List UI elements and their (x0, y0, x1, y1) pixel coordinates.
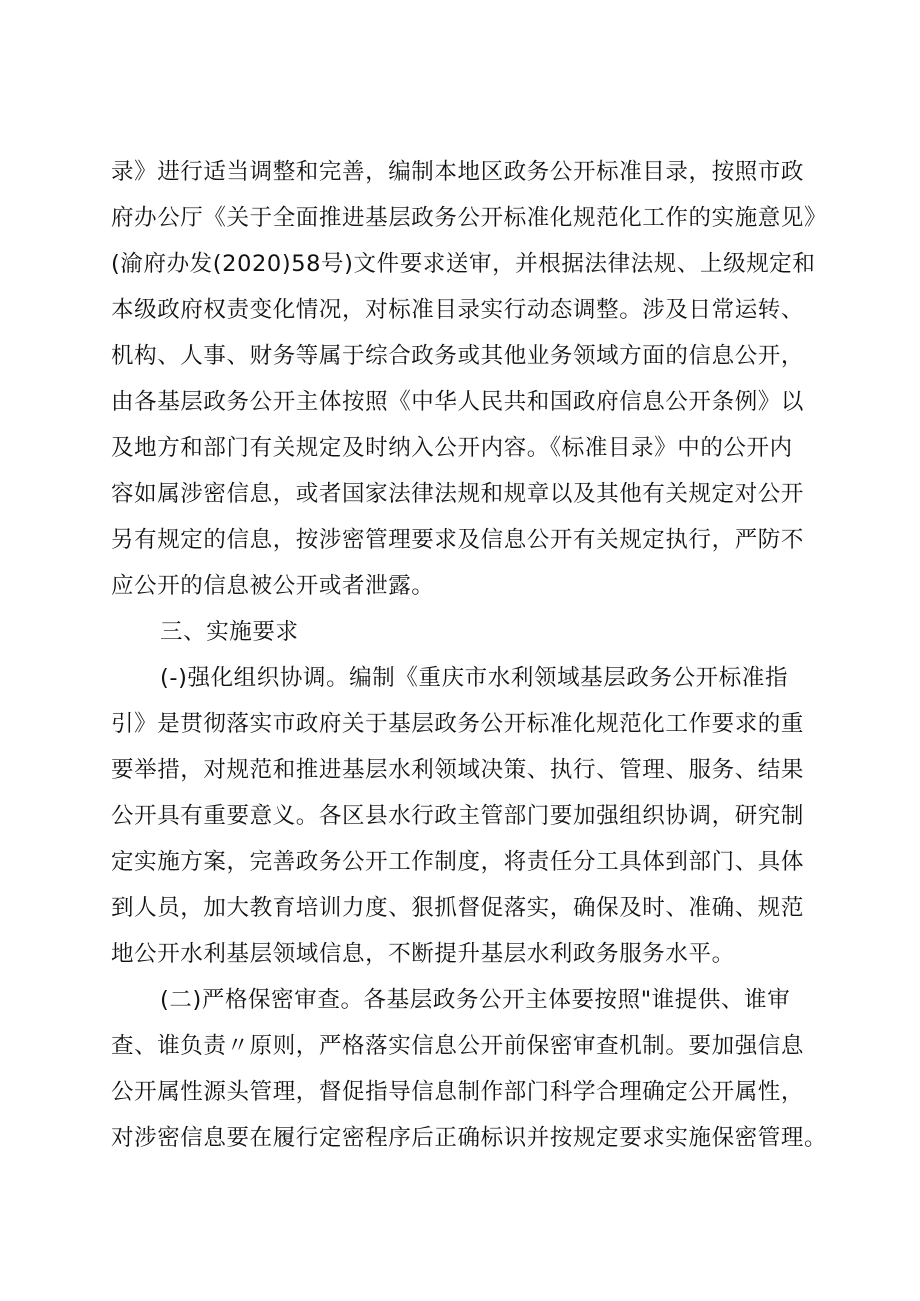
text-line: 本级政府权责变化情况，对标准目录实行动态调整。涉及日常运转、 (111, 297, 805, 323)
text-line: 机构、人事、财务等属于综合政务或其他业务领域方面的信息公开， (111, 343, 805, 369)
text-line: 由各基层政务公开主体按照《中华人民共和国政府信息公开条例》以 (111, 389, 805, 415)
text-line: (渝府办发(2020)58号)文件要求送审，并根据法律法规、上级规定和 (111, 251, 816, 277)
paragraph-first-line: (-)强化组织协调。编制《重庆市水利领域基层政务公开标准指 (160, 665, 789, 691)
section-heading: 三、实施要求 (160, 619, 299, 645)
text-line: 地公开水利基层领域信息，不断提升基层水利政务服务水平。 (111, 941, 735, 967)
text-line: 另有规定的信息，按涉密管理要求及信息公开有关规定执行，严防不 (111, 527, 805, 553)
text-line: 容如属涉密信息，或者国家法律法规和规章以及其他有关规定对公开 (111, 481, 805, 507)
text-line: 到人员，加大教育培训力度、狠抓督促落实，确保及时、准确、规范 (111, 895, 805, 921)
text-line: 录》进行适当调整和完善，编制本地区政务公开标准目录，按照市政 (111, 159, 805, 185)
text-line: 要举措，对规范和推进基层水利领域决策、执行、管理、服务、结果 (111, 757, 805, 783)
text-line: 公开属性源头管理，督促指导信息制作部门科学合理确定公开属性， (111, 1079, 805, 1105)
text-line: 定实施方案，完善政务公开工作制度，将责任分工具体到部门、具体 (111, 849, 805, 875)
text-line: 对涉密信息要在履行定密程序后正确标识并按规定要求实施保密管理。 (111, 1125, 828, 1151)
paragraph-first-line: (二)严格保密审查。各基层政务公开主体要按照"谁提供、谁审 (160, 987, 791, 1013)
text-line: 府办公厅《关于全面推进基层政务公开标准化规范化工作的实施意见》 (111, 205, 828, 231)
text-line: 及地方和部门有关规定及时纳入公开内容。《标准目录》中的公开内 (111, 435, 793, 461)
text-line: 应公开的信息被公开或者泄露。 (111, 573, 435, 599)
text-line: 引》是贯彻落实市政府关于基层政务公开标准化规范化工作要求的重 (111, 711, 805, 737)
text-line: 公开具有重要意义。各区县水行政主管部门要加强组织协调，研究制 (111, 803, 805, 829)
text-line: 查、谁负责〃原则，严格落实信息公开前保密审查机制。要加强信息 (111, 1033, 805, 1059)
